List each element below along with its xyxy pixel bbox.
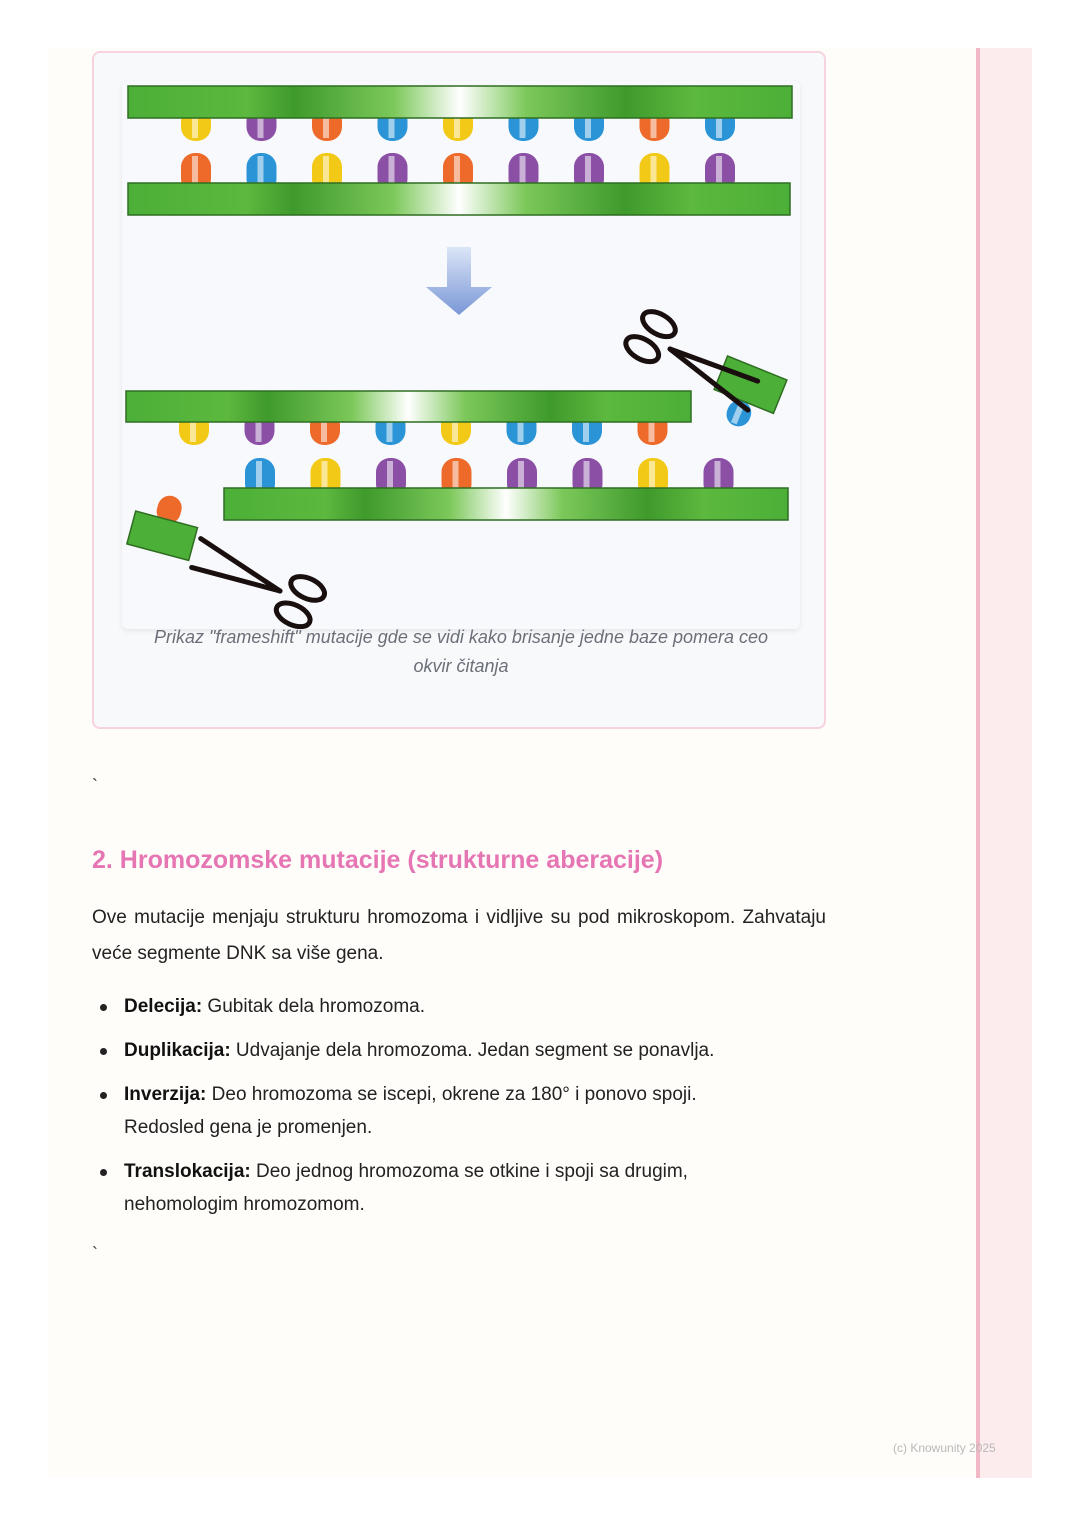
section-heading: 2. Hromozomske mutacije (strukturne aberacije) (92, 846, 664, 874)
down-arrow-icon (426, 247, 492, 315)
dna-strand-top-upper (128, 86, 792, 118)
dna-strand-bottom-upper (126, 391, 691, 422)
bullet-dot (100, 1092, 107, 1099)
section-intro: Ove mutacije menjaju strukturu hromozoma i vidljive su pod mikroskopom. Zahvataju veće segmente DNK sa više gena. (92, 907, 826, 964)
list-item-text: Deo hromozoma se iscepi, okrene za 180° i ponovo spoji. Redosled gena je promenjen. (124, 1084, 697, 1138)
page-margin-strip (976, 48, 1032, 1478)
bullet-dot (100, 1169, 107, 1176)
list-item-text: Gubitak dela hromozoma. (202, 996, 425, 1017)
list-item (92, 1034, 782, 1067)
stray-backtick: ` (92, 1244, 98, 1264)
bullet-dot (100, 1004, 107, 1011)
figure-card (92, 51, 826, 729)
list-item-term: Delecija: (124, 996, 203, 1017)
frameshift-mutation-illustration (122, 81, 800, 629)
stray-backtick: ` (92, 776, 98, 796)
list-item-term: Translokacija: (124, 1161, 251, 1182)
list-item (92, 1155, 782, 1221)
dna-strand-top-lower (128, 183, 790, 215)
list-item (92, 990, 782, 1023)
list-item (92, 1078, 782, 1144)
dna-strand-bottom-lower (224, 488, 788, 520)
list-item-term: Inverzija: (124, 1084, 207, 1105)
copyright-footer: (c) Knowunity 2025 (893, 1441, 996, 1455)
figure-caption: Prikaz "frameshift" mutacije gde se vidi kako brisanje jedne baze pomera ceo okvir čitanja (153, 627, 769, 676)
list-item-text: Udvajanje dela hromozoma. Jedan segment se ponavlja. (230, 1040, 715, 1061)
mutation-types-list (92, 990, 782, 1232)
bullet-dot (100, 1048, 107, 1055)
list-item-term: Duplikacija: (124, 1040, 231, 1061)
list-item-text: Deo jednog hromozoma se otkine i spoji sa drugim, nehomologim hromozomom. (124, 1161, 688, 1215)
cut-fragment-left (127, 488, 204, 561)
scissors-icon (184, 530, 328, 629)
